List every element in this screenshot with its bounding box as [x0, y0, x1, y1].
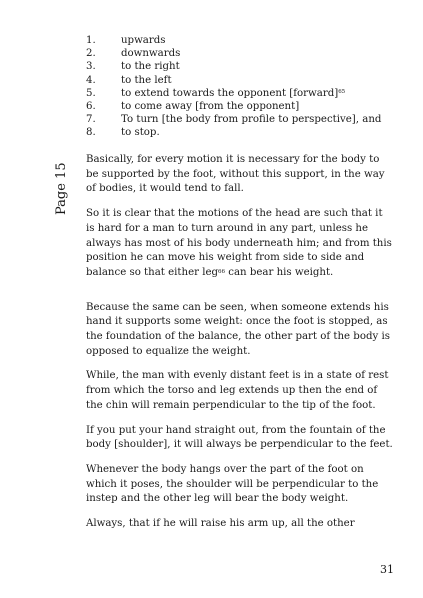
body-text [86, 153, 394, 542]
list-item-number: 7. [86, 114, 96, 126]
paragraph-text: So it is clear that the motions of the head are such that it is hard for a man to turn around in any part, unless he always has most of his body underneath him; and from this position he can move his weight from side to side and balance so that either leg [86, 208, 392, 278]
paragraph-text: can bear his weight. [225, 266, 334, 278]
list-item-text: to the left [121, 74, 172, 86]
list-item-number: 6. [86, 100, 96, 112]
motion-list [86, 34, 386, 140]
list-item-number: 2. [86, 48, 96, 60]
paragraph: Basically, for every motion it is necessary for the body to be supported by the foot, without this support, in the way of bodies, it would tend to fall. [86, 154, 385, 195]
list-item-text: to stop. [121, 127, 160, 139]
list-item-text: To turn [the body from profile to perspective], and [121, 114, 382, 126]
list-item [86, 74, 386, 87]
list-item-text: to extend towards the opponent [forward] [121, 87, 339, 99]
paragraph: Always, that if he will raise his arm up, all the other [86, 518, 355, 530]
list-item [86, 34, 386, 47]
footnote-marker: 65 [338, 88, 346, 95]
list-item-number: 8. [86, 127, 96, 139]
list-item-text: to come away [from the opponent] [121, 100, 300, 112]
list-item-text: upwards [121, 35, 166, 46]
footnote-marker: 66 [218, 268, 226, 275]
page-number: 31 [380, 563, 394, 576]
paragraph: Because the same can be seen, when someone extends his hand it supports some weight: once the foot is stopped, as the foundation of the balance, the other part of the body is opposed to equalize the weight. [86, 301, 390, 357]
list-item-number: 4. [86, 74, 96, 86]
list-item [86, 113, 386, 126]
paragraph [86, 207, 394, 281]
list-item-number: 5. [86, 87, 96, 99]
list-item-text: downwards [121, 48, 181, 60]
list-item [86, 100, 386, 113]
paragraph: Whenever the body hangs over the part of the foot on which it poses, the shoulder will be perpendicular to the instep and the other leg will bear the body weight. [86, 463, 379, 505]
list-item-text-with-footnote [121, 87, 345, 100]
margin-page-label: Page 15 [54, 162, 69, 215]
list-item-number: 3. [86, 61, 96, 73]
list-item [86, 87, 386, 100]
paragraph: While, the man with evenly distant feet is in a state of rest from which the torso and leg extends up then the end of the chin will remain perpendicular to the tip of the foot. [86, 370, 389, 411]
list-item [86, 47, 386, 60]
list-item [86, 60, 386, 73]
list-item [86, 126, 386, 139]
list-item-text: to the right [121, 61, 180, 73]
paragraph: If you put your hand straight out, from the fountain of the body [shoulder], it will always be perpendicular to the feet. [86, 424, 393, 451]
list-item-number: 1. [86, 35, 96, 46]
